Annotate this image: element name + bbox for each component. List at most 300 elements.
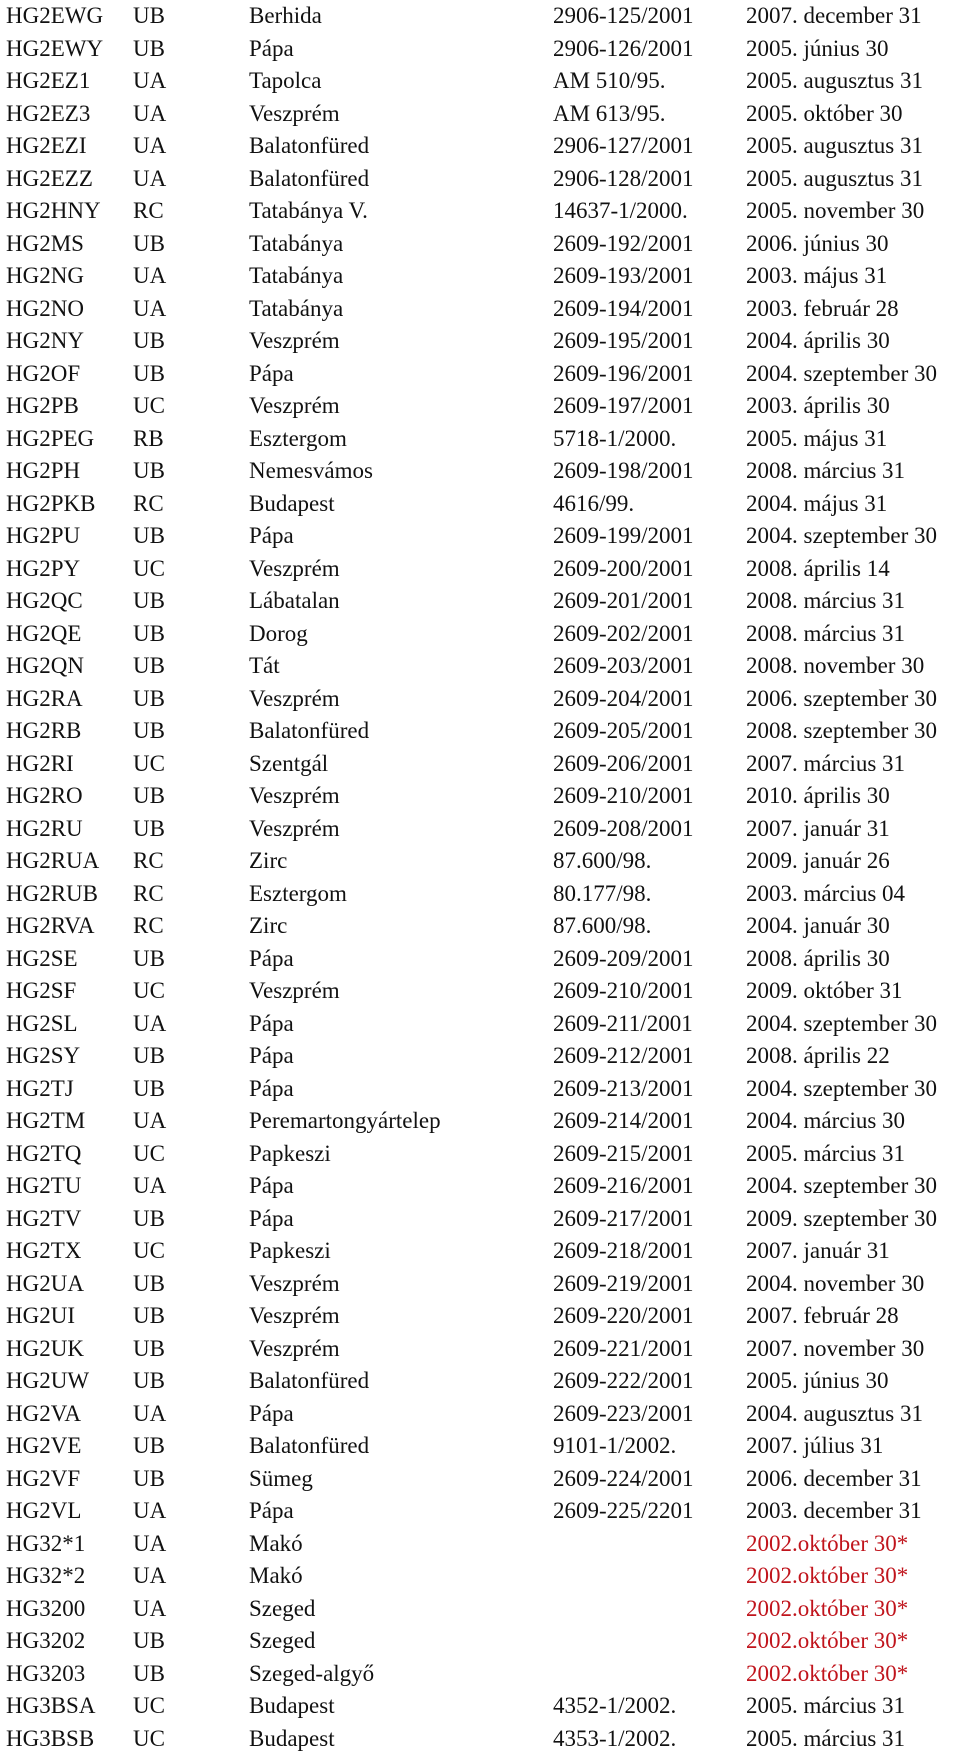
callsign-cell: HG2RUA <box>6 845 99 878</box>
city-cell: Tapolca <box>249 65 321 98</box>
callsign-cell: HG2RI <box>6 748 74 781</box>
callsign-cell: HG3200 <box>6 1593 85 1626</box>
expiry-date-cell: 2006. szeptember 30 <box>746 683 937 716</box>
city-cell: Tatabánya <box>249 293 343 326</box>
city-cell: Szeged <box>249 1593 315 1626</box>
callsign-cell: HG2RA <box>6 683 83 716</box>
class-cell: UA <box>133 1495 166 1528</box>
license-number-cell: 2609-193/2001 <box>553 260 694 293</box>
expiry-date-cell: 2003. december 31 <box>746 1495 922 1528</box>
callsign-cell: HG2RO <box>6 780 83 813</box>
callsign-cell: HG2RVA <box>6 910 94 943</box>
expiry-date-cell: 2007. február 28 <box>746 1300 899 1333</box>
callsign-cell: HG2EWY <box>6 33 103 66</box>
class-cell: UB <box>133 1203 165 1236</box>
expiry-date-cell: 2004. szeptember 30 <box>746 358 937 391</box>
city-cell: Veszprém <box>249 813 340 846</box>
class-cell: UC <box>133 1690 165 1723</box>
license-number-cell: 2609-211/2001 <box>553 1008 693 1041</box>
table-row <box>0 1105 960 1138</box>
table-row <box>0 1073 960 1106</box>
expiry-date-cell: 2005. augusztus 31 <box>746 163 923 196</box>
table-row <box>0 293 960 326</box>
callsign-cell: HG2UI <box>6 1300 75 1333</box>
class-cell: RC <box>133 845 164 878</box>
license-number-cell: 5718-1/2000. <box>553 423 676 456</box>
table-row <box>0 228 960 261</box>
class-cell: UB <box>133 943 165 976</box>
table-row <box>0 1170 960 1203</box>
class-cell: UA <box>133 1398 166 1431</box>
expiry-date-cell: 2003. április 30 <box>746 390 890 423</box>
expiry-date-cell: 2008. április 22 <box>746 1040 890 1073</box>
city-cell: Pápa <box>249 33 294 66</box>
class-cell: UB <box>133 520 165 553</box>
table-row <box>0 1040 960 1073</box>
expiry-date-cell: 2007. december 31 <box>746 0 922 33</box>
callsign-cell: HG2QC <box>6 585 83 618</box>
city-cell: Szeged <box>249 1625 315 1658</box>
license-number-cell: 2609-220/2001 <box>553 1300 694 1333</box>
license-number-cell: 2609-212/2001 <box>553 1040 694 1073</box>
class-cell: UB <box>133 0 165 33</box>
city-cell: Tatabánya <box>249 260 343 293</box>
class-cell: UA <box>133 293 166 326</box>
class-cell: UA <box>133 1560 166 1593</box>
callsign-cell: HG3203 <box>6 1658 85 1691</box>
table-row <box>0 1333 960 1366</box>
callsign-cell: HG2TQ <box>6 1138 81 1171</box>
class-cell: UC <box>133 553 165 586</box>
callsign-cell: HG2QN <box>6 650 84 683</box>
city-cell: Szentgál <box>249 748 328 781</box>
class-cell: UB <box>133 1658 165 1691</box>
class-cell: UB <box>133 1333 165 1366</box>
table-row <box>0 260 960 293</box>
license-number-cell: 2609-198/2001 <box>553 455 694 488</box>
callsign-cell: HG3BSA <box>6 1690 95 1723</box>
callsign-cell: HG2VA <box>6 1398 81 1431</box>
callsign-cell: HG2UW <box>6 1365 89 1398</box>
callsign-cell: HG2TU <box>6 1170 81 1203</box>
table-row <box>0 975 960 1008</box>
expiry-date-cell: 2010. április 30 <box>746 780 890 813</box>
expiry-date-cell: 2007. március 31 <box>746 748 905 781</box>
table-row <box>0 423 960 456</box>
expiry-date-cell: 2009. szeptember 30 <box>746 1203 937 1236</box>
license-number-cell: 2609-219/2001 <box>553 1268 694 1301</box>
license-number-cell: 2609-200/2001 <box>553 553 694 586</box>
expiry-date-cell: 2007. november 30 <box>746 1333 924 1366</box>
expiry-date-cell: 2004. március 30 <box>746 1105 905 1138</box>
city-cell: Balatonfüred <box>249 1365 369 1398</box>
license-number-cell: 2609-201/2001 <box>553 585 694 618</box>
table-row <box>0 1560 960 1593</box>
table-row <box>0 878 960 911</box>
license-number-cell: 2609-196/2001 <box>553 358 694 391</box>
expiry-date-cell: 2004. január 30 <box>746 910 890 943</box>
city-cell: Pápa <box>249 1203 294 1236</box>
city-cell: Veszprém <box>249 553 340 586</box>
license-number-cell: 4353-1/2002. <box>553 1723 676 1755</box>
class-cell: UC <box>133 390 165 423</box>
city-cell: Sümeg <box>249 1463 313 1496</box>
expiry-date-cell: 2009. október 31 <box>746 975 903 1008</box>
class-cell: RB <box>133 423 164 456</box>
city-cell: Szeged-algyő <box>249 1658 374 1691</box>
table-row <box>0 715 960 748</box>
callsign-cell: HG2TV <box>6 1203 81 1236</box>
expiry-date-cell: 2007. január 31 <box>746 1235 890 1268</box>
class-cell: UA <box>133 1170 166 1203</box>
callsign-cell: HG2PU <box>6 520 80 553</box>
city-cell: Veszprém <box>249 683 340 716</box>
class-cell: UB <box>133 1365 165 1398</box>
callsign-cell: HG2NG <box>6 260 84 293</box>
table-row <box>0 910 960 943</box>
class-cell: UC <box>133 1138 165 1171</box>
callsign-cell: HG2PKB <box>6 488 95 521</box>
license-number-cell: 2609-210/2001 <box>553 780 694 813</box>
license-number-cell: 2609-194/2001 <box>553 293 694 326</box>
city-cell: Pápa <box>249 358 294 391</box>
class-cell: UB <box>133 1625 165 1658</box>
table-row <box>0 1625 960 1658</box>
city-cell: Lábatalan <box>249 585 340 618</box>
class-cell: UB <box>133 325 165 358</box>
class-cell: UA <box>133 1008 166 1041</box>
class-cell: UB <box>133 1268 165 1301</box>
table-row <box>0 130 960 163</box>
table-row <box>0 845 960 878</box>
license-number-cell: 80.177/98. <box>553 878 651 911</box>
license-number-cell: 14637-1/2000. <box>553 195 688 228</box>
class-cell: UB <box>133 1040 165 1073</box>
table-row <box>0 585 960 618</box>
table-row <box>0 1008 960 1041</box>
expiry-date-cell: 2004. november 30 <box>746 1268 924 1301</box>
class-cell: UA <box>133 1105 166 1138</box>
expiry-date-cell: 2006. december 31 <box>746 1463 922 1496</box>
class-cell: UB <box>133 715 165 748</box>
city-cell: Budapest <box>249 488 335 521</box>
city-cell: Esztergom <box>249 423 347 456</box>
table-row <box>0 455 960 488</box>
city-cell: Tát <box>249 650 280 683</box>
city-cell: Pápa <box>249 943 294 976</box>
city-cell: Veszprém <box>249 390 340 423</box>
license-number-cell: 2906-126/2001 <box>553 33 694 66</box>
callsign-cell: HG2NY <box>6 325 84 358</box>
city-cell: Pápa <box>249 1170 294 1203</box>
callsign-cell: HG2EZ1 <box>6 65 90 98</box>
callsign-cell: HG2NO <box>6 293 84 326</box>
class-cell: UA <box>133 130 166 163</box>
city-cell: Papkeszi <box>249 1235 331 1268</box>
callsign-cell: HG2TX <box>6 1235 81 1268</box>
expiry-date-cell: 2004. szeptember 30 <box>746 1170 937 1203</box>
class-cell: UA <box>133 260 166 293</box>
expiry-date-cell: 2005. március 31 <box>746 1138 905 1171</box>
license-number-cell: 2609-202/2001 <box>553 618 694 651</box>
expiry-date-cell: 2008. november 30 <box>746 650 924 683</box>
expiry-date-cell: 2005. június 30 <box>746 33 888 66</box>
license-number-cell: 2609-195/2001 <box>553 325 694 358</box>
license-number-cell: 87.600/98. <box>553 910 651 943</box>
callsign-cell: HG2VE <box>6 1430 81 1463</box>
table-row <box>0 748 960 781</box>
license-number-cell: 2609-209/2001 <box>553 943 694 976</box>
callsign-cell: HG2SF <box>6 975 76 1008</box>
callsign-cell: HG2RUB <box>6 878 98 911</box>
callsign-cell: HG3202 <box>6 1625 85 1658</box>
class-cell: UC <box>133 975 165 1008</box>
expiry-date-cell: 2005. június 30 <box>746 1365 888 1398</box>
callsign-cell: HG32*2 <box>6 1560 85 1593</box>
callsign-cell: HG2HNY <box>6 195 101 228</box>
city-cell: Dorog <box>249 618 308 651</box>
license-number-cell: 2609-218/2001 <box>553 1235 694 1268</box>
table-row <box>0 1203 960 1236</box>
class-cell: UB <box>133 683 165 716</box>
license-number-cell: 4352-1/2002. <box>553 1690 676 1723</box>
table-row <box>0 1430 960 1463</box>
table-row <box>0 1690 960 1723</box>
license-number-cell: 2609-192/2001 <box>553 228 694 261</box>
table-row <box>0 1398 960 1431</box>
callsign-cell: HG2UK <box>6 1333 84 1366</box>
expiry-date-cell: 2007. július 31 <box>746 1430 883 1463</box>
table-row <box>0 1268 960 1301</box>
license-number-cell: 2609-217/2001 <box>553 1203 694 1236</box>
class-cell: UA <box>133 65 166 98</box>
table-row <box>0 0 960 33</box>
table-row <box>0 358 960 391</box>
license-number-cell: 2609-203/2001 <box>553 650 694 683</box>
table-row <box>0 1365 960 1398</box>
license-number-cell: 2609-213/2001 <box>553 1073 694 1106</box>
expiry-date-cell: 2006. június 30 <box>746 228 888 261</box>
class-cell: UC <box>133 748 165 781</box>
city-cell: Zirc <box>249 910 287 943</box>
city-cell: Budapest <box>249 1723 335 1755</box>
expiry-date-cell: 2004. április 30 <box>746 325 890 358</box>
callsign-cell: HG2EWG <box>6 0 103 33</box>
table-row <box>0 1235 960 1268</box>
city-cell: Balatonfüred <box>249 1430 369 1463</box>
city-cell: Tatabánya V. <box>249 195 368 228</box>
callsign-cell: HG2EZ3 <box>6 98 90 131</box>
table-row <box>0 195 960 228</box>
expiry-date-cell: 2009. január 26 <box>746 845 890 878</box>
table-row <box>0 813 960 846</box>
city-cell: Balatonfüred <box>249 130 369 163</box>
license-number-cell: 2906-125/2001 <box>553 0 694 33</box>
license-number-cell: 2609-215/2001 <box>553 1138 694 1171</box>
expiry-date-cell: 2004. szeptember 30 <box>746 520 937 553</box>
license-number-cell: 2906-128/2001 <box>553 163 694 196</box>
callsign-cell: HG2TJ <box>6 1073 74 1106</box>
license-number-cell: 2609-199/2001 <box>553 520 694 553</box>
expiry-date-cell: 2002.október 30* <box>746 1658 908 1691</box>
expiry-date-cell: 2008. március 31 <box>746 455 905 488</box>
callsign-cell: HG2PH <box>6 455 80 488</box>
city-cell: Veszprém <box>249 780 340 813</box>
table-row <box>0 1723 960 1755</box>
city-cell: Pápa <box>249 1073 294 1106</box>
callsign-cell: HG2PEG <box>6 423 94 456</box>
class-cell: UA <box>133 98 166 131</box>
city-cell: Tatabánya <box>249 228 343 261</box>
table-row <box>0 780 960 813</box>
class-cell: UB <box>133 1300 165 1333</box>
callsign-cell: HG32*1 <box>6 1528 85 1561</box>
table-row <box>0 98 960 131</box>
city-cell: Nemesvámos <box>249 455 373 488</box>
city-cell: Makó <box>249 1560 303 1593</box>
table-row <box>0 943 960 976</box>
expiry-date-cell: 2004. augusztus 31 <box>746 1398 923 1431</box>
class-cell: UB <box>133 33 165 66</box>
class-cell: UB <box>133 1463 165 1496</box>
city-cell: Makó <box>249 1528 303 1561</box>
table-row <box>0 1300 960 1333</box>
expiry-date-cell: 2003. május 31 <box>746 260 887 293</box>
license-number-cell: 87.600/98. <box>553 845 651 878</box>
callsign-cell: HG2VL <box>6 1495 81 1528</box>
city-cell: Peremartongyártelep <box>249 1105 441 1138</box>
expiry-date-cell: 2008. április 30 <box>746 943 890 976</box>
city-cell: Budapest <box>249 1690 335 1723</box>
city-cell: Pápa <box>249 1008 294 1041</box>
class-cell: UB <box>133 585 165 618</box>
class-cell: UB <box>133 780 165 813</box>
class-cell: UA <box>133 1528 166 1561</box>
city-cell: Veszprém <box>249 1268 340 1301</box>
expiry-date-cell: 2004. szeptember 30 <box>746 1073 937 1106</box>
expiry-date-cell: 2005. október 30 <box>746 98 903 131</box>
city-cell: Balatonfüred <box>249 715 369 748</box>
expiry-date-cell: 2003. március 04 <box>746 878 905 911</box>
callsign-cell: HG2EZZ <box>6 163 93 196</box>
license-number-cell: 2609-223/2001 <box>553 1398 694 1431</box>
license-number-cell: 2609-214/2001 <box>553 1105 694 1138</box>
class-cell: UA <box>133 1593 166 1626</box>
callsign-cell: HG2UA <box>6 1268 84 1301</box>
expiry-date-cell: 2004. május 31 <box>746 488 887 521</box>
class-cell: UB <box>133 618 165 651</box>
license-number-cell: 4616/99. <box>553 488 634 521</box>
callsign-cell: HG2TM <box>6 1105 85 1138</box>
license-number-cell: 2609-206/2001 <box>553 748 694 781</box>
license-number-cell: 2609-221/2001 <box>553 1333 694 1366</box>
class-cell: UB <box>133 228 165 261</box>
callsign-cell: HG2EZI <box>6 130 86 163</box>
callsign-cell: HG2SY <box>6 1040 80 1073</box>
class-cell: RC <box>133 488 164 521</box>
class-cell: UB <box>133 650 165 683</box>
city-cell: Veszprém <box>249 98 340 131</box>
callsign-cell: HG2SE <box>6 943 78 976</box>
table-row <box>0 163 960 196</box>
class-cell: UB <box>133 455 165 488</box>
license-number-cell: 2609-210/2001 <box>553 975 694 1008</box>
callsign-cell: HG2RB <box>6 715 81 748</box>
license-number-cell: 2609-204/2001 <box>553 683 694 716</box>
expiry-date-cell: 2005. augusztus 31 <box>746 130 923 163</box>
callsign-cell: HG2PB <box>6 390 79 423</box>
license-number-cell: 2609-205/2001 <box>553 715 694 748</box>
license-number-cell: 2906-127/2001 <box>553 130 694 163</box>
expiry-date-cell: 2004. szeptember 30 <box>746 1008 937 1041</box>
expiry-date-cell: 2002.október 30* <box>746 1560 908 1593</box>
callsign-cell: HG2QE <box>6 618 81 651</box>
expiry-date-cell: 2005. augusztus 31 <box>746 65 923 98</box>
expiry-date-cell: 2007. január 31 <box>746 813 890 846</box>
city-cell: Pápa <box>249 1040 294 1073</box>
table-row <box>0 553 960 586</box>
class-cell: UB <box>133 813 165 846</box>
expiry-date-cell: 2008. április 14 <box>746 553 890 586</box>
expiry-date-cell: 2008. szeptember 30 <box>746 715 937 748</box>
class-cell: UC <box>133 1723 165 1755</box>
city-cell: Zirc <box>249 845 287 878</box>
callsign-cell: HG2RU <box>6 813 83 846</box>
table-row <box>0 683 960 716</box>
table-row <box>0 1495 960 1528</box>
table-row <box>0 65 960 98</box>
table-row <box>0 33 960 66</box>
license-number-cell: 2609-208/2001 <box>553 813 694 846</box>
class-cell: UC <box>133 1235 165 1268</box>
table-row <box>0 1463 960 1496</box>
city-cell: Berhida <box>249 0 322 33</box>
table-row <box>0 1138 960 1171</box>
table-row <box>0 618 960 651</box>
city-cell: Pápa <box>249 1495 294 1528</box>
expiry-date-cell: 2008. március 31 <box>746 585 905 618</box>
license-number-cell: 2609-224/2001 <box>553 1463 694 1496</box>
city-cell: Papkeszi <box>249 1138 331 1171</box>
table-row <box>0 390 960 423</box>
city-cell: Esztergom <box>249 878 347 911</box>
table-row <box>0 1528 960 1561</box>
callsign-cell: HG2SL <box>6 1008 78 1041</box>
license-number-cell: 2609-225/2201 <box>553 1495 694 1528</box>
city-cell: Veszprém <box>249 975 340 1008</box>
class-cell: UA <box>133 163 166 196</box>
table-row <box>0 1593 960 1626</box>
expiry-date-cell: 2005. március 31 <box>746 1690 905 1723</box>
callsign-cell: HG2OF <box>6 358 80 391</box>
class-cell: RC <box>133 910 164 943</box>
expiry-date-cell: 2002.október 30* <box>746 1528 908 1561</box>
license-number-cell: AM 510/95. <box>553 65 665 98</box>
city-cell: Pápa <box>249 1398 294 1431</box>
city-cell: Veszprém <box>249 325 340 358</box>
callsign-cell: HG2VF <box>6 1463 80 1496</box>
city-cell: Veszprém <box>249 1333 340 1366</box>
license-number-cell: 9101-1/2002. <box>553 1430 676 1463</box>
license-number-cell: 2609-216/2001 <box>553 1170 694 1203</box>
license-number-cell: AM 613/95. <box>553 98 665 131</box>
callsign-cell: HG2PY <box>6 553 80 586</box>
callsign-cell: HG2MS <box>6 228 84 261</box>
expiry-date-cell: 2005. május 31 <box>746 423 887 456</box>
callsign-cell: HG3BSB <box>6 1723 94 1755</box>
license-number-cell: 2609-222/2001 <box>553 1365 694 1398</box>
class-cell: UB <box>133 1073 165 1106</box>
